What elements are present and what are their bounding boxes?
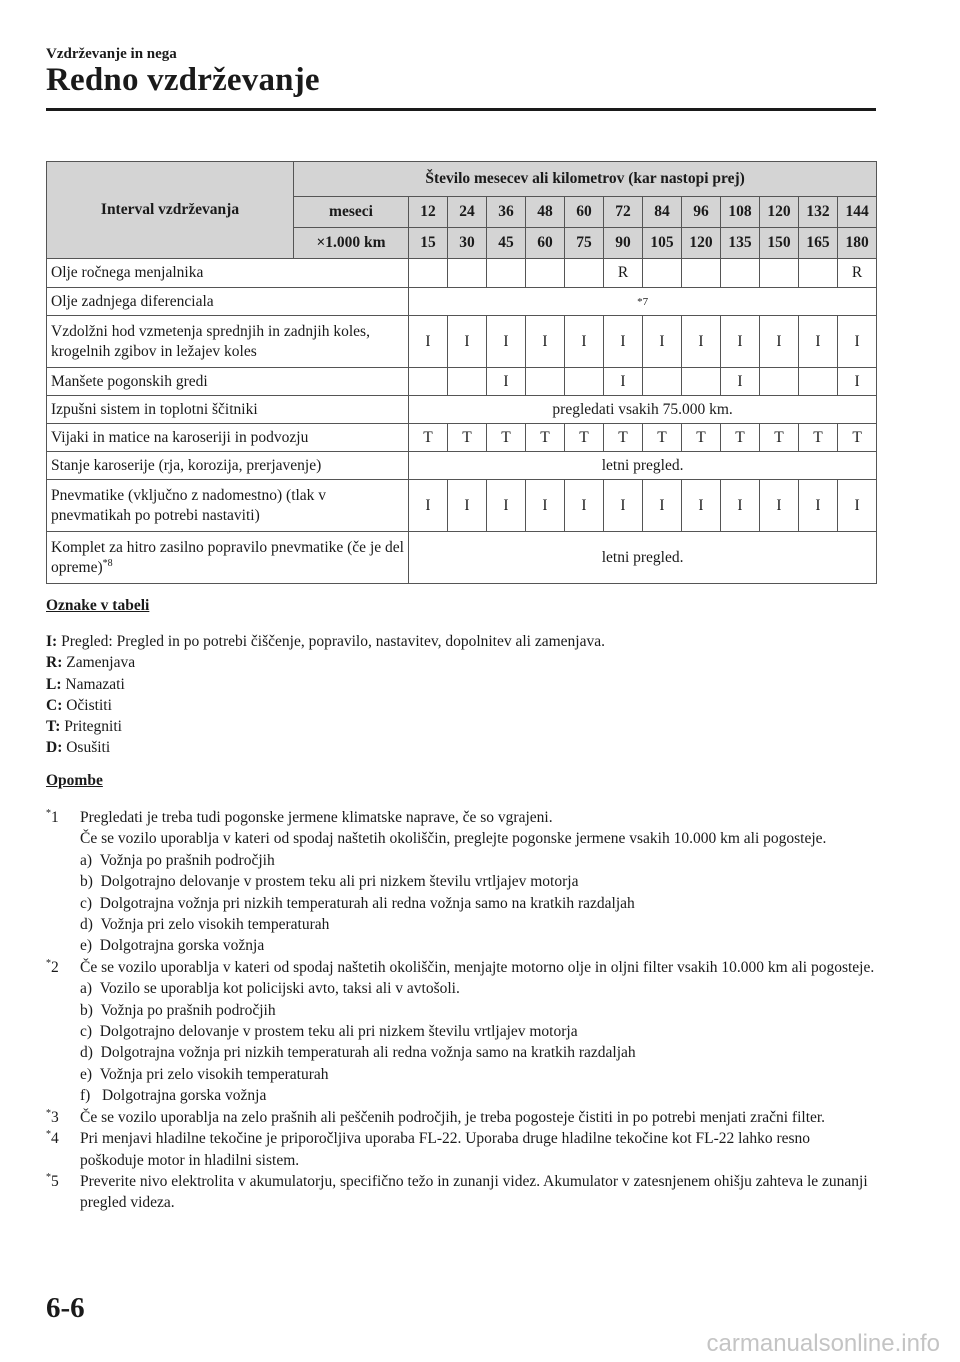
schedule-mark: T	[838, 424, 877, 452]
schedule-mark	[526, 368, 565, 396]
schedule-mark: I	[526, 316, 565, 368]
notes-list	[46, 807, 876, 1214]
schedule-mark: I	[838, 368, 877, 396]
legend-key: I:	[46, 633, 58, 650]
schedule-mark: I	[721, 316, 760, 368]
note-subitem: e) Dolgotrajna gorska vožnja	[80, 937, 265, 955]
note-num: 4	[51, 1130, 59, 1148]
schedule-mark: I	[721, 368, 760, 396]
months-label: meseci	[294, 197, 409, 228]
schedule-mark: I	[760, 480, 799, 532]
page-title: Redno vzdrževanje	[46, 62, 320, 98]
km-value: 150	[760, 228, 799, 259]
item-label: Vijaki in matice na karoseriji in podvozju	[51, 428, 309, 446]
schedule-mark: I	[604, 368, 643, 396]
schedule-mark: I	[487, 368, 526, 396]
maintenance-schedule-table	[46, 161, 877, 584]
km-value: 75	[565, 228, 604, 259]
table-row	[47, 532, 877, 584]
note-item	[46, 1171, 876, 1214]
schedule-mark: I	[838, 480, 877, 532]
schedule-mark	[799, 259, 838, 288]
legend-text: Pregled: Pregled in po potrebi čiščenje, popravilo, nastavitev, dopolnitev ali zamenjava.	[61, 633, 605, 650]
table-row	[47, 368, 877, 396]
schedule-span-note: letni pregled.	[409, 452, 877, 480]
month-value: 132	[799, 197, 838, 228]
table-header-row	[47, 162, 877, 197]
schedule-mark	[682, 259, 721, 288]
table-row	[47, 259, 877, 288]
schedule-mark	[721, 259, 760, 288]
schedule-mark	[799, 368, 838, 396]
schedule-mark: I	[565, 480, 604, 532]
month-value: 84	[643, 197, 682, 228]
schedule-mark	[448, 368, 487, 396]
schedule-mark: I	[643, 316, 682, 368]
legend-item	[46, 631, 605, 652]
legend-key: R:	[46, 654, 63, 672]
table-row	[47, 424, 877, 452]
month-value: 144	[838, 197, 877, 228]
schedule-mark	[487, 259, 526, 288]
legend-text: Osušiti	[66, 739, 111, 757]
note-number	[46, 807, 59, 828]
note-item	[46, 1128, 876, 1171]
km-value: 180	[838, 228, 877, 259]
table-row	[47, 396, 877, 424]
schedule-mark: T	[682, 424, 721, 452]
km-value: 45	[487, 228, 526, 259]
schedule-mark	[409, 259, 448, 288]
schedule-mark: I	[682, 316, 721, 368]
schedule-mark: I	[448, 480, 487, 532]
item-label: Izpušni sistem in toplotni ščitniki	[51, 400, 258, 418]
schedule-mark: I	[682, 480, 721, 532]
legend-key: T:	[46, 718, 61, 736]
schedule-mark: T	[526, 424, 565, 452]
note-subitem: a) Vozilo se uporablja kot policijski avto, taksi ali v avtošoli.	[80, 980, 460, 998]
legend-item	[46, 652, 605, 673]
schedule-mark	[565, 368, 604, 396]
schedule-mark: T	[565, 424, 604, 452]
schedule-mark: I	[604, 316, 643, 368]
note-number	[46, 957, 59, 978]
maintenance-item	[47, 368, 409, 396]
km-value: 105	[643, 228, 682, 259]
note-number	[46, 1128, 59, 1149]
note-subitem: e) Vožnja pri zelo visokih temperaturah	[80, 1065, 329, 1083]
schedule-mark: T	[760, 424, 799, 452]
note-subitem: d) Vožnja pri zelo visokih temperaturah	[80, 916, 330, 934]
legend-item	[46, 695, 605, 716]
schedule-mark	[643, 368, 682, 396]
schedule-mark: I	[409, 316, 448, 368]
schedule-mark: T	[643, 424, 682, 452]
item-label: Olje ročnega menjalnika	[51, 264, 204, 281]
schedule-mark: T	[448, 424, 487, 452]
schedule-footnote-ref: *7	[409, 288, 877, 316]
interval-header: Interval vzdrževanja	[47, 162, 294, 259]
note-text: Preverite nivo elektrolita v akumulatorju, specifično težo in zunanji videz. Akumulator v zatesnjenem ohišju zahteva le zunanji pregled videza.	[80, 1172, 868, 1212]
maintenance-item	[47, 532, 409, 584]
note-item	[46, 807, 876, 957]
schedule-mark: I	[838, 316, 877, 368]
schedule-span-note: letni pregled.	[409, 532, 877, 584]
schedule-mark: T	[604, 424, 643, 452]
note-asterisk: *	[46, 1171, 51, 1183]
schedule-mark	[682, 368, 721, 396]
page-number: 6-6	[46, 1292, 85, 1324]
schedule-mark: I	[565, 316, 604, 368]
schedule-mark	[448, 259, 487, 288]
note-asterisk: *	[46, 807, 51, 819]
watermark: carmanualsonline.info	[706, 1330, 940, 1357]
km-label: ×1.000 km	[294, 228, 409, 259]
note-subitem: b) Vožnja po prašnih področjih	[80, 1001, 276, 1019]
month-value: 24	[448, 197, 487, 228]
note-item	[46, 1107, 876, 1128]
note-asterisk: *	[46, 1107, 51, 1119]
legend-item	[46, 716, 605, 737]
legend-text: Pritegniti	[64, 718, 122, 736]
table-row	[47, 288, 877, 316]
period-header: Število mesecev ali kilometrov (kar nastopi prej)	[294, 162, 877, 197]
item-footnote-ref: *8	[102, 557, 113, 569]
month-value: 72	[604, 197, 643, 228]
km-value: 30	[448, 228, 487, 259]
maintenance-item	[47, 480, 409, 532]
note-asterisk: *	[46, 1128, 51, 1140]
note-subitem: d) Dolgotrajna vožnja pri nizkih temperaturah ali redna vožnja samo na kratkih razdaljah	[80, 1044, 636, 1062]
schedule-mark: I	[643, 480, 682, 532]
km-value: 15	[409, 228, 448, 259]
km-value: 120	[682, 228, 721, 259]
legend-item	[46, 674, 605, 695]
legend-item	[46, 737, 605, 758]
schedule-mark	[760, 259, 799, 288]
schedule-mark: T	[487, 424, 526, 452]
item-label: Stanje karoserije (rja, korozija, prerjavenje)	[51, 456, 322, 474]
note-item	[46, 957, 876, 1107]
schedule-mark: I	[799, 316, 838, 368]
schedule-mark: I	[526, 480, 565, 532]
maintenance-item	[47, 424, 409, 452]
item-label: Manšete pogonskih gredi	[51, 372, 208, 390]
month-value: 36	[487, 197, 526, 228]
km-value: 165	[799, 228, 838, 259]
legend-list	[46, 631, 605, 759]
item-label: Olje zadnjega diferenciala	[51, 292, 214, 310]
schedule-mark: I	[487, 480, 526, 532]
schedule-mark	[643, 259, 682, 288]
maintenance-item	[47, 396, 409, 424]
item-label: Komplet za hitro zasilno popravilo pnevmatike (če je del opreme)	[51, 538, 404, 576]
note-subitem: c) Dolgotrajna vožnja pri nizkih temperaturah ali redna vožnja samo na kratkih razdaljah	[80, 894, 635, 912]
schedule-mark: I	[448, 316, 487, 368]
note-asterisk: *	[46, 957, 51, 969]
note-num: 3	[51, 1108, 59, 1126]
schedule-mark: I	[487, 316, 526, 368]
km-value: 90	[604, 228, 643, 259]
table-row	[47, 452, 877, 480]
table-row	[47, 480, 877, 532]
legend-text: Namazati	[65, 675, 125, 693]
km-value: 60	[526, 228, 565, 259]
item-label: Vzdolžni hod vzmetenja sprednjih in zadnjih koles, krogelnih zgibov in ležajev koles	[51, 322, 370, 360]
schedule-mark	[565, 259, 604, 288]
schedule-mark: T	[409, 424, 448, 452]
month-value: 96	[682, 197, 721, 228]
legend-text: Očistiti	[66, 696, 112, 714]
notes-title: Opombe	[46, 772, 103, 789]
month-value: 108	[721, 197, 760, 228]
note-num: 5	[51, 1172, 59, 1190]
note-text: Če se vozilo uporablja v kateri od spodaj naštetih okoliščin, menjajte motorno olje in oljni filter vsakih 10.000 km ali pogosteje.	[80, 958, 875, 976]
note-number	[46, 1171, 59, 1192]
note-subitem: c) Dolgotrajno delovanje v prostem teku ali pri nizkem številu vrtljajev motorja	[80, 1023, 578, 1041]
note-number	[46, 1107, 59, 1128]
month-value: 60	[565, 197, 604, 228]
schedule-mark: R	[604, 259, 643, 288]
month-value: 120	[760, 197, 799, 228]
note-text: Če se vozilo uporablja v kateri od spodaj naštetih okoliščin, preglejte pogonske jermene vsakih 10.000 km ali pogosteje.	[80, 830, 827, 848]
month-value: 48	[526, 197, 565, 228]
note-num: 1	[51, 809, 59, 826]
km-value: 135	[721, 228, 760, 259]
schedule-mark: I	[409, 480, 448, 532]
schedule-mark: I	[760, 316, 799, 368]
schedule-mark: T	[721, 424, 760, 452]
title-rule	[46, 108, 876, 111]
legend-key: C:	[46, 696, 63, 714]
schedule-mark: T	[799, 424, 838, 452]
schedule-span-note: pregledati vsakih 75.000 km.	[409, 396, 877, 424]
schedule-mark	[526, 259, 565, 288]
schedule-mark: I	[799, 480, 838, 532]
maintenance-item	[47, 316, 409, 368]
schedule-mark	[760, 368, 799, 396]
legend-key: L:	[46, 675, 62, 693]
note-text: Pregledati je treba tudi pogonske jermene klimatske naprave, če so vgrajeni.	[80, 809, 553, 826]
maintenance-item	[47, 452, 409, 480]
note-text: Pri menjavi hladilne tekočine je priporočljiva uporaba FL-22. Uporaba druge hladilne tekočine kot FL-22 lahko resno poškoduje motor in hladilni sistem.	[80, 1130, 811, 1169]
note-num: 2	[51, 958, 59, 976]
schedule-mark: I	[604, 480, 643, 532]
note-text: Če se vozilo uporablja na zelo prašnih ali peščenih področjih, je treba pogosteje čistiti in po potrebi menjati zračni filter.	[80, 1108, 826, 1126]
maintenance-item	[47, 288, 409, 316]
note-subitem: b) Dolgotrajno delovanje v prostem teku ali pri nizkem številu vrtljajev motorja	[80, 873, 579, 891]
table-row	[47, 316, 877, 368]
month-value: 12	[409, 197, 448, 228]
legend-title: Oznake v tabeli	[46, 597, 150, 614]
schedule-mark: I	[721, 480, 760, 532]
note-subitem: a) Vožnja po prašnih področjih	[80, 851, 275, 869]
note-subitem: f) Dolgotrajna gorska vožnja	[80, 1087, 267, 1105]
legend-text: Zamenjava	[66, 654, 136, 672]
section-label: Vzdrževanje in nega	[46, 46, 177, 62]
schedule-mark	[409, 368, 448, 396]
legend-key: D:	[46, 739, 63, 757]
maintenance-item	[47, 259, 409, 288]
schedule-mark: R	[838, 259, 877, 288]
item-label: Pnevmatike (vključno z nadomestno) (tlak v pnevmatikah po potrebi nastaviti)	[51, 486, 327, 524]
